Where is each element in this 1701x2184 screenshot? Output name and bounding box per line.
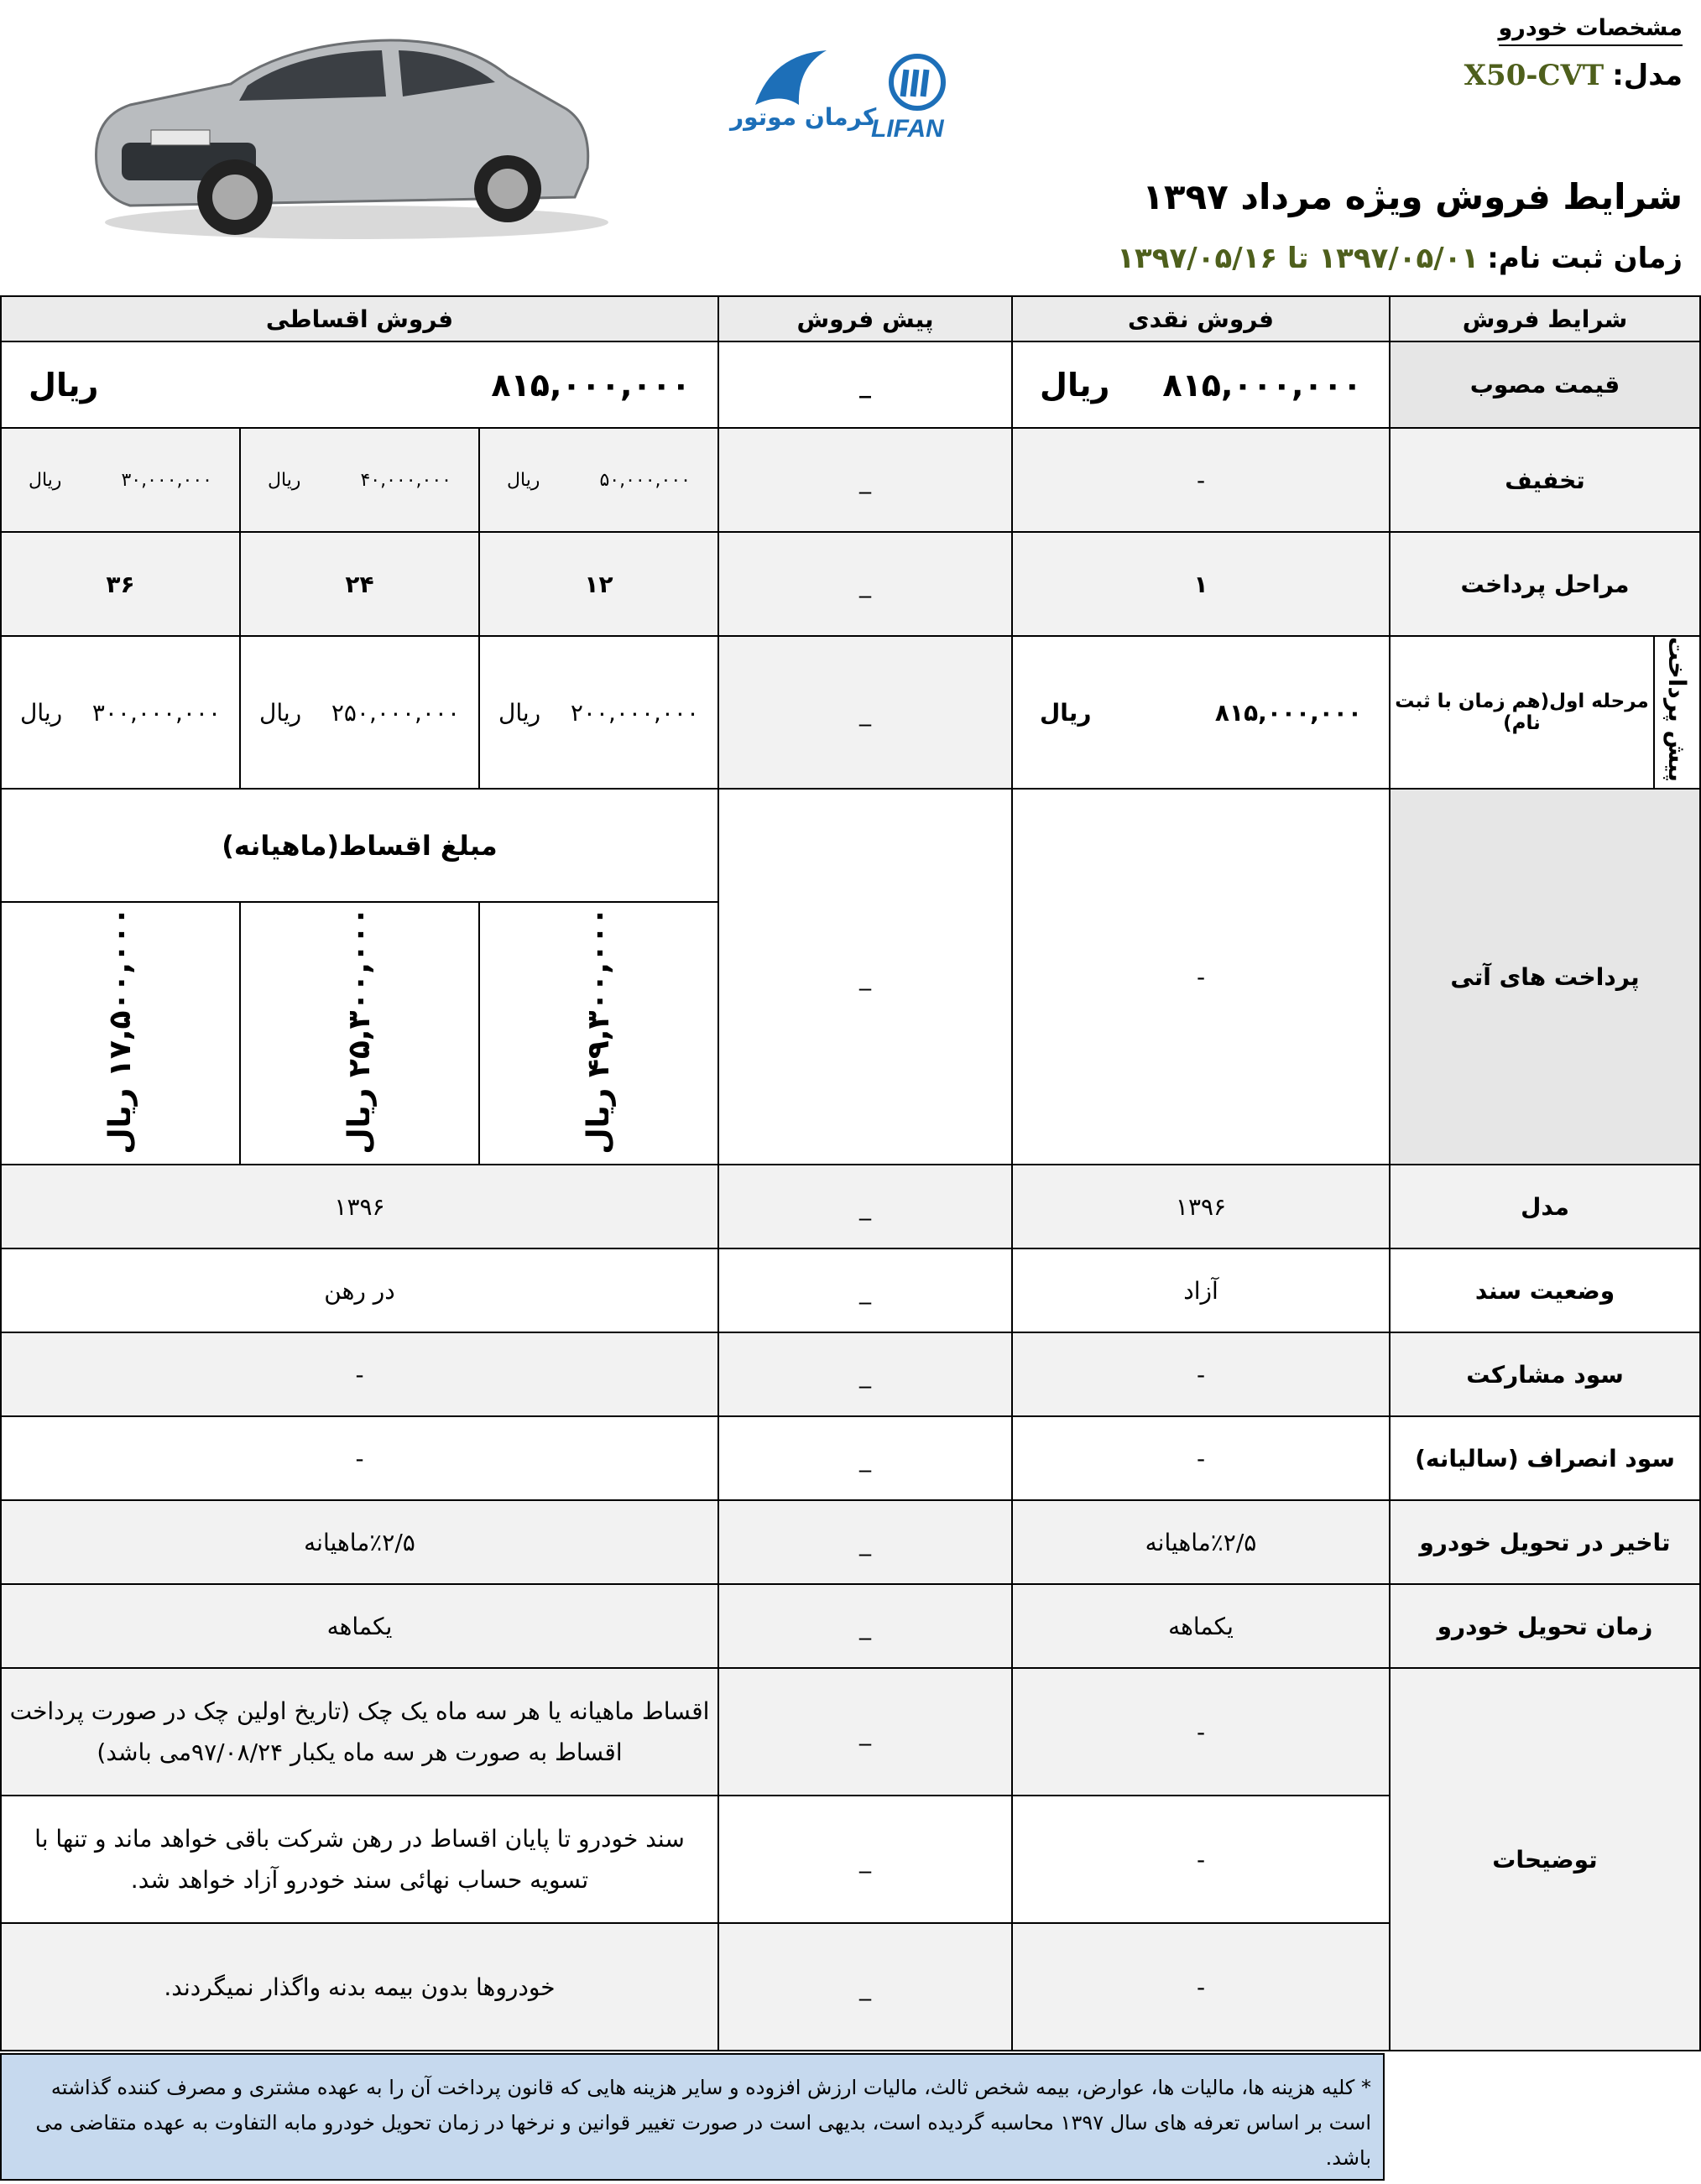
future-36 (1, 902, 240, 1165)
note-3: خودروها بدون بیمه بدنه واگذار نمیگردند. (1, 1923, 718, 2051)
note-2: سند خودرو تا پایان اقساط در رهن شرکت باقی خواهد ماند و تنها با تسویه حساب نهائی سند خودرو آزاد خواهد شد. (1, 1796, 718, 1923)
footer-note: * کلیه هزینه ها، مالیات ها، عوارض، بیمه شخص ثالث، مالیات ارزش افزوده و سایر هزینه هایی که قانون پرداخت آن را به عهده مشتری و مصرف کننده گذاشته است بر اساس تعرفه های سال ۱۳۹۷ محاسبه گردیده است، بدیهی است در صورت تغییر قوانین و نرخها در زمان تحویل خودرو مابه التفاوت به عهده متقاضی می باشد. (0, 2053, 1385, 2181)
price-cash-value: ۸۱۵,۰۰۰,۰۰۰ (1162, 366, 1362, 404)
kerman-logo-text: کرمان موتور (730, 103, 877, 131)
header-presale: پیش فروش (718, 296, 1012, 341)
row-label-cancel: سود انصراف (سالیانه) (1390, 1416, 1700, 1500)
table-row-delay (1, 1500, 1700, 1584)
stages-12: ۱۲ (479, 532, 718, 636)
table-row-future-title (1, 789, 1700, 902)
table-row-stages (1, 532, 1700, 636)
stages-24: ۲۴ (240, 532, 479, 636)
doc-status-cash: آزاد (1012, 1248, 1390, 1332)
future-presale: _ (718, 789, 1012, 1165)
row-label-delivery: زمان تحویل خودرو (1390, 1584, 1700, 1668)
rial-unit: ریال (259, 698, 302, 727)
header-installment: فروش اقساطی (1, 296, 718, 341)
note3-presale: _ (718, 1923, 1012, 2051)
cancel-installment: - (1, 1416, 718, 1500)
registration-line (1117, 242, 1683, 275)
table-row-price (1, 341, 1700, 428)
row-label-discount: تخفیف (1390, 428, 1700, 532)
lifan-logo-icon (888, 53, 947, 112)
table-row-note-1 (1, 1668, 1700, 1796)
spec-title: مشخصات خودرو (1499, 15, 1683, 46)
table-row-model (1, 1165, 1700, 1248)
lifan-logo-text: LIFAN (871, 115, 944, 143)
prepay-cash (1012, 636, 1390, 789)
partnership-presale: _ (718, 1332, 1012, 1416)
rial-unit: ریال (507, 469, 540, 491)
model-label: مدل: (1612, 59, 1683, 92)
discount-36 (1, 428, 240, 532)
stages-cash: ۱ (1012, 532, 1390, 636)
prepay-presale: _ (718, 636, 1012, 789)
model-presale: _ (718, 1165, 1012, 1248)
future-value: ۴۹,۳۰۰,۰۰۰ ریال (582, 906, 616, 1155)
future-value: ۱۷,۵۰۰,۰۰۰ ریال (103, 906, 138, 1155)
discount-cash: - (1012, 428, 1390, 532)
discount-presale: _ (718, 428, 1012, 532)
delay-installment: ٪۲/۵ماهیانه (1, 1500, 718, 1584)
delay-presale: _ (718, 1500, 1012, 1584)
registration-value: ۱۳۹۷/۰۵/۰۱ تا ۱۳۹۷/۰۵/۱۶ (1117, 242, 1479, 275)
delivery-cash: یکماهه (1012, 1584, 1390, 1668)
registration-label: زمان ثبت نام: (1487, 242, 1683, 275)
future-24 (240, 902, 479, 1165)
sales-conditions-table (0, 295, 1701, 2051)
delay-cash: ٪۲/۵ماهیانه (1012, 1500, 1390, 1584)
rial-unit: ریال (498, 698, 541, 727)
model-line (1464, 59, 1683, 92)
delivery-installment: یکماهه (1, 1584, 718, 1668)
table-row-partnership (1, 1332, 1700, 1416)
row-label-delay: تاخیر در تحویل خودرو (1390, 1500, 1700, 1584)
discount-value: ۳۰,۰۰۰,۰۰۰ (121, 469, 212, 491)
price-cash (1012, 341, 1390, 428)
header-conditions: شرایط فروش (1390, 296, 1700, 341)
prepay-group-text: پیش پرداخت (1663, 637, 1691, 782)
rial-unit: ریال (268, 469, 301, 491)
discount-value: ۴۰,۰۰۰,۰۰۰ (360, 469, 451, 491)
row-label-doc-status: وضعیت سند (1390, 1248, 1700, 1332)
table-row-delivery (1, 1584, 1700, 1668)
price-presale: _ (718, 341, 1012, 428)
note1-presale: _ (718, 1668, 1012, 1796)
note3-cash: - (1012, 1923, 1390, 2051)
delivery-presale: _ (718, 1584, 1012, 1668)
rial-unit: ریال (20, 698, 63, 727)
stages-presale: _ (718, 532, 1012, 636)
cancel-presale: _ (718, 1416, 1012, 1500)
row-label-price: قیمت مصوب (1390, 341, 1700, 428)
partnership-installment: - (1, 1332, 718, 1416)
note1-cash: - (1012, 1668, 1390, 1796)
header (0, 0, 1701, 294)
price-installment-value: ۸۱۵,۰۰۰,۰۰۰ (491, 366, 691, 404)
prepay-cash-value: ۸۱۵,۰۰۰,۰۰۰ (1214, 698, 1362, 727)
rial-unit: ریال (29, 366, 99, 404)
prepay-group-label (1654, 636, 1700, 789)
future-title: مبلغ اقساط(ماهیانه) (1, 789, 718, 902)
model-value: X50-CVT (1464, 59, 1604, 92)
discount-value: ۵۰,۰۰۰,۰۰۰ (599, 469, 691, 491)
doc-status-installment: در رهن (1, 1248, 718, 1332)
future-12 (479, 902, 718, 1165)
prepay-value: ۲۰۰,۰۰۰,۰۰۰ (570, 698, 699, 727)
table-row-prepay (1, 636, 1700, 789)
table-header-row (1, 296, 1700, 341)
prepay-value: ۳۰۰,۰۰۰,۰۰۰ (91, 698, 221, 727)
future-value: ۲۵,۳۰۰,۰۰۰ ریال (342, 906, 377, 1155)
row-label-model: مدل (1390, 1165, 1700, 1248)
row-label-future: پرداخت های آتی (1390, 789, 1700, 1165)
note2-presale: _ (718, 1796, 1012, 1923)
prepay-36 (1, 636, 240, 789)
brand-logos (730, 38, 982, 155)
partnership-cash: - (1012, 1332, 1390, 1416)
price-installment (1, 341, 718, 428)
stages-36: ۳۶ (1, 532, 240, 636)
future-cash: - (1012, 789, 1390, 1165)
row-label-notes: توضیحات (1390, 1668, 1700, 2051)
prepay-value: ۲۵۰,۰۰۰,۰۰۰ (331, 698, 460, 727)
car-image (71, 17, 617, 243)
doc-status-presale: _ (718, 1248, 1012, 1332)
page-title: شرایط فروش ویژه مرداد ۱۳۹۷ (1142, 176, 1683, 217)
table-row-cancel (1, 1416, 1700, 1500)
rial-unit: ریال (1040, 698, 1092, 727)
prepay-24 (240, 636, 479, 789)
note-1: اقساط ماهیانه یا هر سه ماه یک چک (تاریخ اولین چک در صورت پرداخت اقساط به صورت هر سه ماه یکبار ۹۷/۰۸/۲۴می باشد) (1, 1668, 718, 1796)
discount-12 (479, 428, 718, 532)
header-cash: فروش نقدی (1012, 296, 1390, 341)
prepay-12 (479, 636, 718, 789)
table-row-doc-status (1, 1248, 1700, 1332)
model-installment: ۱۳۹۶ (1, 1165, 718, 1248)
row-label-stages: مراحل پرداخت (1390, 532, 1700, 636)
cancel-cash: - (1012, 1416, 1390, 1500)
row-label-partnership: سود مشارکت (1390, 1332, 1700, 1416)
row-label-prepay: مرحله اول(هم زمان با ثبت نام) (1390, 636, 1654, 789)
note2-cash: - (1012, 1796, 1390, 1923)
model-cash: ۱۳۹۶ (1012, 1165, 1390, 1248)
table-row-discount (1, 428, 1700, 532)
rial-unit: ریال (29, 469, 62, 491)
rial-unit: ریال (1040, 366, 1110, 404)
discount-24 (240, 428, 479, 532)
kerman-logo-icon (747, 46, 839, 109)
